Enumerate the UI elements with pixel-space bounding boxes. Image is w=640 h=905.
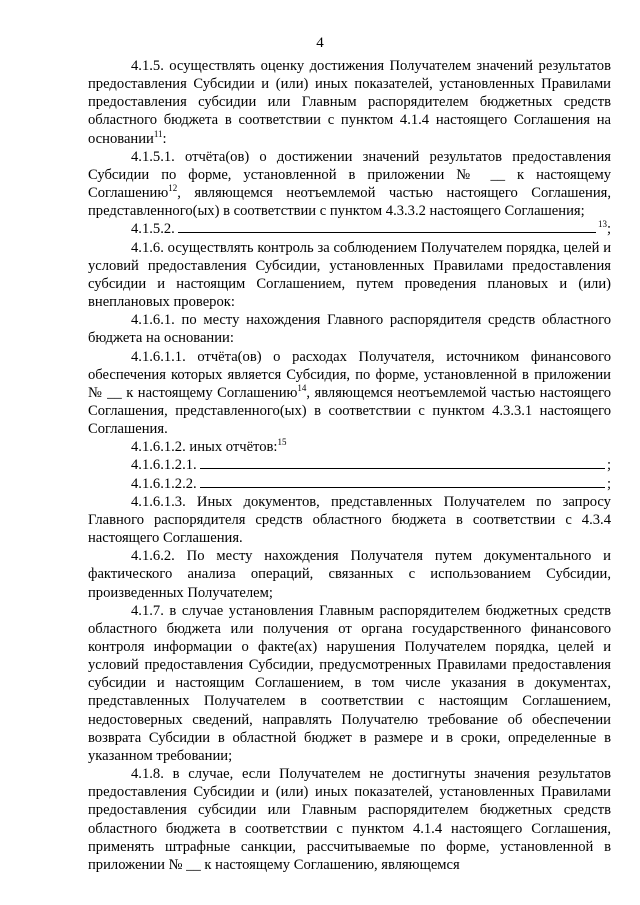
clause-number: 4.1.6.1.3. [131, 493, 186, 510]
paragraph-4-1-5-1 [88, 148, 611, 221]
clause-text: в случае установления Главным распорядителем бюджетных средств областного бюджета или получения от органа государственного финансового контроля информации о факте(ах) нарушения Получателем порядка, целей и условий предоставления Субсидии, предусмотренных Правилами предоставления субсидии и настоящим Соглашением, в том числе указания в документах, представленных Получателем в соответствии с настоящим Соглашением, недостоверных сведений, направлять Получателю требование об обеспечении возврата Субсидии в областной бюджет в размере и в сроки, определенные в указанном требовании; [88, 602, 611, 764]
paragraph-4-1-6-1-2-1 [88, 456, 611, 474]
clause-number: 4.1.6.1.2.2. [131, 475, 197, 492]
paragraph-4-1-8 [88, 765, 611, 874]
paragraph-4-1-6-1 [88, 311, 611, 347]
clause-text: в случае, если Получателем не достигнуты значения результатов предоставления Субсидии и (или) иных показателей, установленных Правилами предоставления субсидии или Главным распорядителем бюджетных средств областного бюджета в соответствии с пунктом 4.1.4 настоящего Соглашения, применять штрафные санкции, рассчитываемые по форме, установленной в приложении № __ к настоящему Соглашению, являющемся [88, 766, 611, 873]
clause-text: осуществлять контроль за соблюдением Получателем порядка, целей и условий предоставления Субсидии, установленных Правилами предоставления субсидии и настоящим Соглашением, путем проведения плановых и (или) внеплановых проверок: [88, 239, 612, 311]
fill-in-line [200, 487, 605, 488]
clause-number: 4.1.6.1.2.1. [131, 457, 197, 474]
footnote-ref: 15 [277, 437, 287, 448]
clause-end: : [162, 130, 167, 147]
paragraph-4-1-6-1-1 [88, 348, 611, 439]
clause-number: 4.1.6.2. [131, 548, 175, 565]
clause-number: 4.1.6.1. [131, 312, 175, 329]
clause-end: , являющемся неотъемлемой частью настоящего Соглашения, представленного(ых) в соответствии с пунктом 4.3.3.1 настоящего Соглашения. [88, 384, 611, 438]
clause-number: 4.1.5.1. [131, 148, 175, 165]
clause-number: 4.1.5. [131, 58, 164, 74]
clause-number: 4.1.6.1.1. [131, 348, 186, 365]
paragraph-4-1-6-1-2 [88, 438, 611, 456]
paragraph-4-1-7 [88, 602, 611, 765]
fill-in-line [200, 468, 605, 469]
paragraph-4-1-6-1-3 [88, 493, 611, 547]
document-body [88, 57, 611, 874]
clause-number: 4.1.7. [131, 602, 164, 619]
clause-number: 4.1.5.2. [131, 221, 175, 238]
clause-text: по месту нахождения Главного распорядителя средств областного бюджета на основании: [88, 312, 611, 347]
paragraph-4-1-6-1-2-2 [88, 475, 611, 493]
clause-number: 4.1.8. [131, 766, 164, 783]
paragraph-4-1-5-2 [88, 220, 611, 238]
clause-text: отчёта(ов) о расходах Получателя, источником финансового обеспечения которых является Субсидия, по форме, установленной в приложении № __ к настоящему Соглашению [88, 348, 611, 401]
clause-text: Иных документов, представленных Получателем по запросу Главного распорядителя средств областного бюджета в соответствии с 4.3.4 настоящего Соглашения. [88, 493, 611, 547]
clause-text: По месту нахождения Получателя путем документального и фактического анализа операций, связанных с использованием Субсидии, произведенных Получателем; [88, 548, 611, 601]
clause-text: осуществлять оценку достижения Получателем значений результатов предоставления Субсидии и (или) иных показателей, установленных Правилами предоставления субсидии или Главным распорядителем бюджетных средств областного бюджета в соответствии с пунктом 4.1.4 настоящего Соглашения на основании [88, 58, 611, 147]
clause-text: иных отчётов: [189, 439, 278, 456]
clause-end-text: ; [606, 221, 611, 238]
clause-end [598, 220, 611, 238]
page-number: 4 [316, 35, 324, 51]
clause-number: 4.1.6.1.2. [131, 439, 186, 456]
clause-end: ; [606, 457, 611, 474]
footnote-ref: 14 [297, 382, 307, 393]
footnote-ref: 12 [168, 183, 178, 194]
clause-end: ; [606, 475, 611, 492]
paragraph-4-1-6 [88, 239, 611, 312]
footnote-ref: 13 [597, 219, 607, 230]
paragraph-4-1-5 [88, 57, 611, 148]
paragraph-4-1-6-2 [88, 547, 611, 601]
fill-in-line [178, 232, 596, 233]
clause-number: 4.1.6. [131, 239, 164, 256]
footnote-ref: 11 [153, 128, 163, 139]
clause-end: , являющемся неотъемлемой частью настоящего Соглашения, представленного(ых) в соответствии с пунктом 4.3.3.2 настоящего Соглашения; [88, 185, 611, 220]
clause-text: отчёта(ов) о достижении значений результатов предоставления Субсидии по форме, установленной в приложении № __ к настоящему Соглашению [88, 148, 612, 202]
